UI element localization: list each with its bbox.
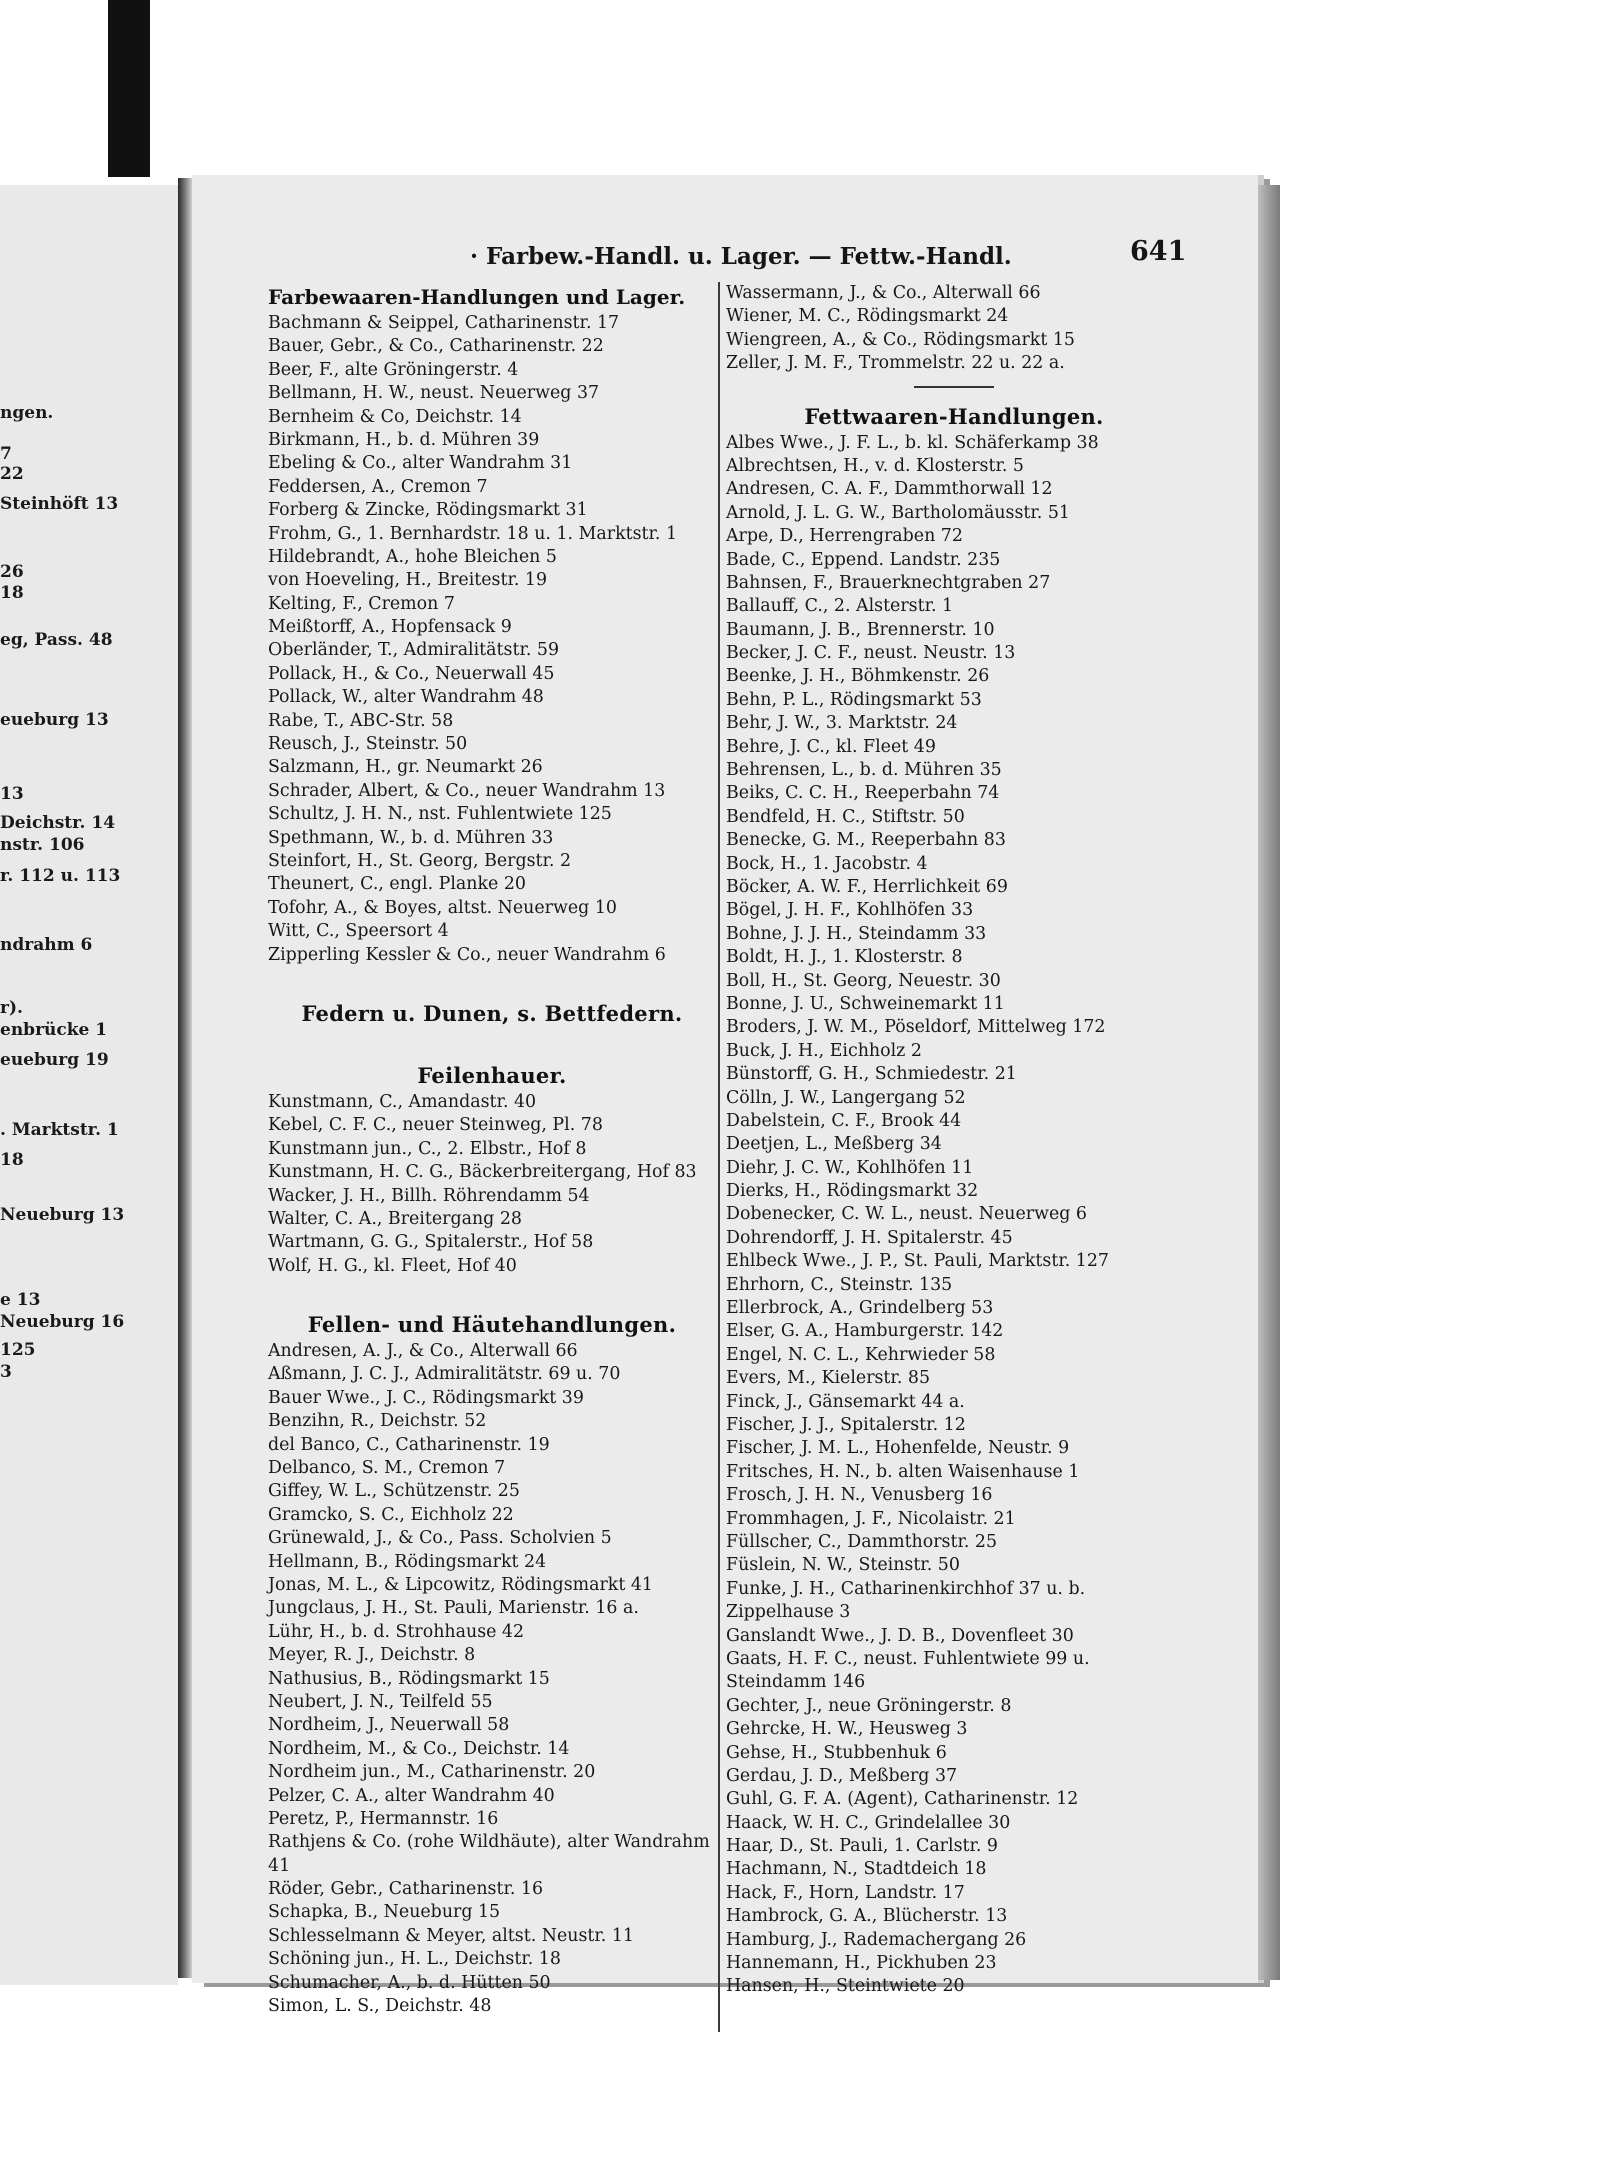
directory-entry: Ballauff, C., 2. Alsterstr. 1: [726, 596, 954, 617]
previous-page-fragment: enbrücke 1: [0, 1020, 108, 1040]
directory-entry: Nordheim, J., Neuerwall 58: [268, 1715, 510, 1736]
directory-entry: Reusch, J., Steinstr. 50: [268, 734, 468, 755]
directory-entry: Bock, H., 1. Jacobstr. 4: [726, 853, 928, 874]
directory-entry: Wiener, M. C., Rödingsmarkt 24: [726, 306, 1009, 327]
directory-entry: Dierks, H., Rödingsmarkt 32: [726, 1181, 979, 1202]
directory-entry: Andresen, A. J., & Co., Alterwall 66: [268, 1341, 578, 1362]
directory-entry: Hachmann, N., Stadtdeich 18: [726, 1859, 987, 1880]
directory-entry: Behrensen, L., b. d. Mühren 35: [726, 760, 1002, 781]
directory-entry: Wolf, H. G., kl. Fleet, Hof 40: [268, 1255, 517, 1276]
margin-blank: [0, 0, 108, 177]
directory-entry: Ebeling & Co., alter Wandrahm 31: [268, 453, 573, 474]
previous-page-fragment: 125: [0, 1340, 36, 1360]
directory-entry: Haack, W. H. C., Grindelallee 30: [726, 1812, 1011, 1833]
section-heading: Fettwaaren-Handlungen.: [804, 403, 1104, 429]
directory-entry: Pollack, W., alter Wandrahm 48: [268, 687, 544, 708]
page-edge-stack: [1258, 185, 1280, 1980]
right-column: [726, 282, 1182, 1999]
directory-entry: Pelzer, C. A., alter Wandrahm 40: [268, 1785, 555, 1806]
directory-entry: Gehse, H., Stubbenhuk 6: [726, 1742, 947, 1763]
previous-page-fragment: 18: [0, 583, 24, 603]
page-number: 641: [1130, 236, 1187, 267]
film-edge-bar: [108, 0, 150, 177]
previous-page-fragment: 13: [0, 784, 24, 804]
directory-entry: Arpe, D., Herrengraben 72: [726, 526, 963, 547]
directory-entry: Schultz, J. H. N., nst. Fuhlentwiete 125: [268, 804, 612, 825]
previous-page-fragment: r).: [0, 998, 23, 1018]
previous-page-fragment: ndrahm 6: [0, 935, 93, 955]
directory-entry: Elser, G. A., Hamburgerstr. 142: [726, 1321, 1004, 1342]
directory-entry: Schumacher, A., b. d. Hütten 50: [268, 1972, 551, 1993]
left-column: [268, 282, 716, 2018]
directory-entry: Behr, J. W., 3. Marktstr. 24: [726, 713, 958, 734]
directory-entry: Oberländer, T., Admiralitätstr. 59: [268, 640, 560, 661]
previous-page-fragment: 18: [0, 1150, 24, 1170]
directory-entry: Grünewald, J., & Co., Pass. Scholvien 5: [268, 1528, 612, 1549]
previous-page-fragment: ngen.: [0, 403, 54, 423]
directory-entry: Becker, J. C. F., neust. Neustr. 13: [726, 643, 1016, 664]
directory-entry: Guhl, G. F. A. (Agent), Catharinenstr. 12: [726, 1789, 1079, 1810]
previous-page-fragment: r. 112 u. 113: [0, 866, 121, 886]
directory-entry: Boll, H., St. Georg, Neuestr. 30: [726, 970, 1001, 991]
directory-entry: Bögel, J. H. F., Kohlhöfen 33: [726, 900, 974, 921]
directory-entry: Füslein, N. W., Steinstr. 50: [726, 1555, 960, 1576]
directory-entry: Cölln, J. W., Langergang 52: [726, 1087, 966, 1108]
directory-entry: Hansen, H., Steintwiete 20: [726, 1976, 965, 1997]
previous-page-fragment: Deichstr. 14: [0, 813, 116, 833]
directory-entry: Finck, J., Gänsemarkt 44 a.: [726, 1391, 965, 1412]
directory-entry: Hildebrandt, A., hohe Bleichen 5: [268, 546, 557, 567]
directory-entry: Nathusius, B., Rödingsmarkt 15: [268, 1668, 550, 1689]
directory-entry: Jungclaus, J. H., St. Pauli, Marienstr. 16 a.: [268, 1598, 639, 1619]
directory-entry: Tofohr, A., & Boyes, altst. Neuerweg 10: [268, 897, 617, 918]
previous-page-fragment: Neueburg 13: [0, 1205, 125, 1225]
directory-entry: Spethmann, W., b. d. Mühren 33: [268, 827, 554, 848]
directory-entry: Nordheim jun., M., Catharinenstr. 20: [268, 1762, 596, 1783]
directory-entry: Albrechtsen, H., v. d. Klosterstr. 5: [726, 455, 1024, 476]
previous-page-fragment: 7: [0, 444, 12, 464]
directory-entry: Aßmann, J. C. J., Admiralitätstr. 69 u. 70: [268, 1364, 621, 1385]
directory-entry: Kunstmann, C., Amandastr. 40: [268, 1091, 537, 1112]
directory-entry: Rathjens & Co. (rohe Wildhäute), alter Wandrahm 41: [268, 1832, 710, 1876]
previous-page-fragment: 22: [0, 464, 24, 484]
directory-entry: Kunstmann jun., C., 2. Elbstr., Hof 8: [268, 1138, 587, 1159]
directory-entry: Gerdau, J. D., Meßberg 37: [726, 1765, 958, 1786]
directory-entry: Evers, M., Kielerstr. 85: [726, 1368, 931, 1389]
directory-entry: Hellmann, B., Rödingsmarkt 24: [268, 1551, 547, 1572]
directory-entry: Bellmann, H. W., neust. Neuerweg 37: [268, 383, 600, 404]
directory-entry: Engel, N. C. L., Kehrwieder 58: [726, 1344, 996, 1365]
directory-entry: Kelting, F., Cremon 7: [268, 593, 455, 614]
directory-entry: Dabelstein, C. F., Brook 44: [726, 1110, 962, 1131]
directory-entry: Gramcko, S. C., Eichholz 22: [268, 1504, 514, 1525]
directory-entry: Hambrock, G. A., Blücherstr. 13: [726, 1906, 1008, 1927]
directory-entry: Ehrhorn, C., Steinstr. 135: [726, 1274, 953, 1295]
directory-entry: Ganslandt Wwe., J. D. B., Dovenfleet 30: [726, 1625, 1074, 1646]
section-spacer: [268, 1029, 716, 1061]
directory-entry: Hannemann, H., Pickhuben 23: [726, 1953, 997, 1974]
directory-entry: Schöning jun., H. L., Deichstr. 18: [268, 1949, 561, 1970]
directory-entry: Zeller, J. M. F., Trommelstr. 22 u. 22 a.: [726, 353, 1065, 374]
directory-entry: Röder, Gebr., Catharinenstr. 16: [268, 1879, 544, 1900]
directory-entry: Dobenecker, C. W. L., neust. Neuerweg 6: [726, 1204, 1087, 1225]
directory-entry: Frommhagen, J. F., Nicolaistr. 21: [726, 1508, 1016, 1529]
directory-entry: Gaats, H. F. C., neust. Fuhlentwiete 99 u. Steindamm 146: [726, 1648, 1090, 1693]
directory-entry: Diehr, J. C. W., Kohlhöfen 11: [726, 1157, 974, 1178]
directory-entry: Peretz, P., Hermannstr. 16: [268, 1808, 499, 1829]
directory-entry: Salzmann, H., gr. Neumarkt 26: [268, 757, 543, 778]
directory-entry: Buck, J. H., Eichholz 2: [726, 1040, 922, 1061]
directory-entry: del Banco, C., Catharinenstr. 19: [268, 1434, 550, 1455]
previous-page-fragment: 3: [0, 1362, 12, 1382]
directory-entry: Bohne, J. J. H., Steindamm 33: [726, 923, 987, 944]
directory-entry: Kebel, C. F. C., neuer Steinweg, Pl. 78: [268, 1115, 603, 1136]
previous-page-fragment: 26: [0, 562, 24, 582]
directory-entry: Fischer, J. J., Spitalerstr. 12: [726, 1414, 966, 1435]
directory-entry: Fritsches, H. N., b. alten Waisenhause 1: [726, 1461, 1080, 1482]
directory-entry: Behn, P. L., Rödingsmarkt 53: [726, 689, 982, 710]
directory-entry: Bade, C., Eppend. Landstr. 235: [726, 549, 1001, 570]
directory-entry: Meyer, R. J., Deichstr. 8: [268, 1645, 476, 1666]
directory-entry: Ellerbrock, A., Grindelberg 53: [726, 1298, 994, 1319]
previous-page-fragment: eueburg 19: [0, 1050, 109, 1070]
directory-entry: Andresen, C. A. F., Dammthorwall 12: [726, 479, 1053, 500]
previous-page-fragment: Steinhöft 13: [0, 494, 119, 514]
directory-entry: Bahnsen, F., Brauerknechtgraben 27: [726, 572, 1051, 593]
directory-entry: Benecke, G. M., Reeperbahn 83: [726, 830, 1006, 851]
directory-entry: Schrader, Albert, & Co., neuer Wandrahm 13: [268, 780, 666, 801]
directory-entry: Wacker, J. H., Billh. Röhrendamm 54: [268, 1185, 590, 1206]
section-heading: Fellen- und Häutehandlungen.: [307, 1312, 677, 1338]
directory-entry: Birkmann, H., b. d. Mühren 39: [268, 429, 540, 450]
book-spine: [178, 178, 192, 1978]
directory-entry: Feddersen, A., Cremon 7: [268, 476, 488, 497]
directory-entry: Frohm, G., 1. Bernhardstr. 18 u. 1. Marktstr. 1: [268, 523, 678, 544]
directory-entry: Bendfeld, H. C., Stiftstr. 50: [726, 806, 965, 827]
directory-entry: Simon, L. S., Deichstr. 48: [268, 1996, 492, 2017]
directory-entry: Ehlbeck Wwe., J. P., St. Pauli, Marktstr. 127: [726, 1251, 1109, 1272]
directory-entry: Rabe, T., ABC-Str. 58: [268, 710, 454, 731]
directory-entry: Böcker, A. W. F., Herrlichkeit 69: [726, 876, 1008, 897]
previous-page-fragment: eg, Pass. 48: [0, 630, 113, 650]
section-heading: Feilenhauer.: [417, 1062, 567, 1088]
directory-entry: Füllscher, C., Dammthorstr. 25: [726, 1531, 998, 1552]
directory-entry: Haar, D., St. Pauli, 1. Carlstr. 9: [726, 1836, 998, 1857]
directory-entry: Zipperling Kessler & Co., neuer Wandrahm 6: [268, 944, 666, 965]
directory-entry: Albes Wwe., J. F. L., b. kl. Schäferkamp 38: [726, 432, 1099, 453]
directory-entry: Forberg & Zincke, Rödingsmarkt 31: [268, 500, 588, 521]
previous-page-fragment: e 13: [0, 1290, 41, 1310]
directory-entry: Schlesselmann & Meyer, altst. Neustr. 11: [268, 1925, 634, 1946]
directory-entry: Bauer, Gebr., & Co., Catharinenstr. 22: [268, 336, 604, 357]
directory-entry: Benzihn, R., Deichstr. 52: [268, 1411, 487, 1432]
directory-entry: Bernheim & Co, Deichstr. 14: [268, 406, 522, 427]
directory-entry: Neubert, J. N., Teilfeld 55: [268, 1691, 493, 1712]
directory-entry: Dohrendorff, J. H. Spitalerstr. 45: [726, 1227, 1013, 1248]
directory-entry: Bauer Wwe., J. C., Rödingsmarkt 39: [268, 1387, 584, 1408]
directory-entry: Walter, C. A., Breitergang 28: [268, 1208, 522, 1229]
directory-entry: Wiengreen, A., & Co., Rödingsmarkt 15: [726, 329, 1075, 350]
directory-entry: Bünstorff, G. H., Schmiedestr. 21: [726, 1064, 1017, 1085]
directory-entry: Theunert, C., engl. Planke 20: [268, 874, 526, 895]
directory-entry: Gehrcke, H. W., Heusweg 3: [726, 1719, 968, 1740]
directory-entry: Beenke, J. H., Böhmkenstr. 26: [726, 666, 990, 687]
directory-entry: Steinfort, H., St. Georg, Bergstr. 2: [268, 851, 572, 871]
directory-entry: Boldt, H. J., 1. Klosterstr. 8: [726, 947, 963, 968]
directory-entry: Behre, J. C., kl. Fleet 49: [726, 736, 936, 757]
directory-entry: Fischer, J. M. L., Hohenfelde, Neustr. 9: [726, 1438, 1070, 1459]
running-title: · Farbew.-Handl. u. Lager. — Fettw.-Handl.: [470, 243, 1012, 270]
section-heading: Federn u. Dunen, s. Bettfedern.: [301, 1000, 683, 1026]
section-spacer: [268, 1278, 716, 1310]
directory-entry: Kunstmann, H. C. G., Bäckerbreitergang, Hof 83: [268, 1162, 697, 1183]
directory-entry: Wassermann, J., & Co., Alterwall 66: [726, 283, 1041, 303]
previous-page-edge: [0, 185, 178, 1985]
section-spacer: [268, 967, 716, 999]
directory-entry: Meißtorff, A., Hopfensack 9: [268, 617, 512, 638]
column-divider: [718, 282, 720, 2032]
previous-page-fragment: eueburg 13: [0, 710, 109, 730]
directory-entry: Jonas, M. L., & Lipcowitz, Rödingsmarkt 41: [268, 1574, 653, 1595]
directory-entry: Funke, J. H., Catharinenkirchhof 37 u. b. Zippelhause 3: [726, 1578, 1086, 1623]
directory-entry: Delbanco, S. M., Cremon 7: [268, 1458, 506, 1479]
directory-entry: Beer, F., alte Gröningerstr. 4: [268, 359, 519, 380]
directory-entry: Wartmann, G. G., Spitalerstr., Hof 58: [268, 1232, 594, 1253]
directory-entry: Schapka, B., Neueburg 15: [268, 1902, 501, 1923]
directory-entry: Hamburg, J., Rademachergang 26: [726, 1929, 1027, 1950]
directory-entry: Broders, J. W. M., Pöseldorf, Mittelweg 172: [726, 1017, 1106, 1038]
directory-entry: von Hoeveling, H., Breitestr. 19: [268, 570, 548, 591]
previous-page-fragment: . Marktstr. 1: [0, 1120, 119, 1140]
directory-entry: Arnold, J. L. G. W., Bartholomäusstr. 51: [726, 502, 1070, 523]
directory-entry: Witt, C., Speersort 4: [268, 921, 449, 942]
directory-entry: Giffey, W. L., Schützenstr. 25: [268, 1481, 520, 1502]
directory-entry: Lühr, H., b. d. Strohhause 42: [268, 1621, 525, 1642]
directory-entry: Baumann, J. B., Brennerstr. 10: [726, 619, 995, 640]
section-rule: [914, 386, 994, 388]
previous-page-fragment: nstr. 106: [0, 835, 85, 855]
directory-entry: Pollack, H., & Co., Neuerwall 45: [268, 663, 555, 684]
directory-entry: Bonne, J. U., Schweinemarkt 11: [726, 993, 1005, 1014]
directory-entry: Gechter, J., neue Gröningerstr. 8: [726, 1695, 1012, 1716]
directory-entry: Beiks, C. C. H., Reeperbahn 74: [726, 783, 1000, 804]
directory-entry: Deetjen, L., Meßberg 34: [726, 1134, 942, 1155]
section-heading: Farbewaaren-Handlungen und Lager.: [268, 285, 686, 309]
directory-entry: Nordheim, M., & Co., Deichstr. 14: [268, 1738, 570, 1759]
previous-page-fragment: Neueburg 16: [0, 1312, 125, 1332]
directory-entry: Hack, F., Horn, Landstr. 17: [726, 1882, 965, 1903]
directory-entry: Bachmann & Seippel, Catharinenstr. 17: [268, 313, 620, 333]
directory-entry: Frosch, J. H. N., Venusberg 16: [726, 1485, 993, 1506]
